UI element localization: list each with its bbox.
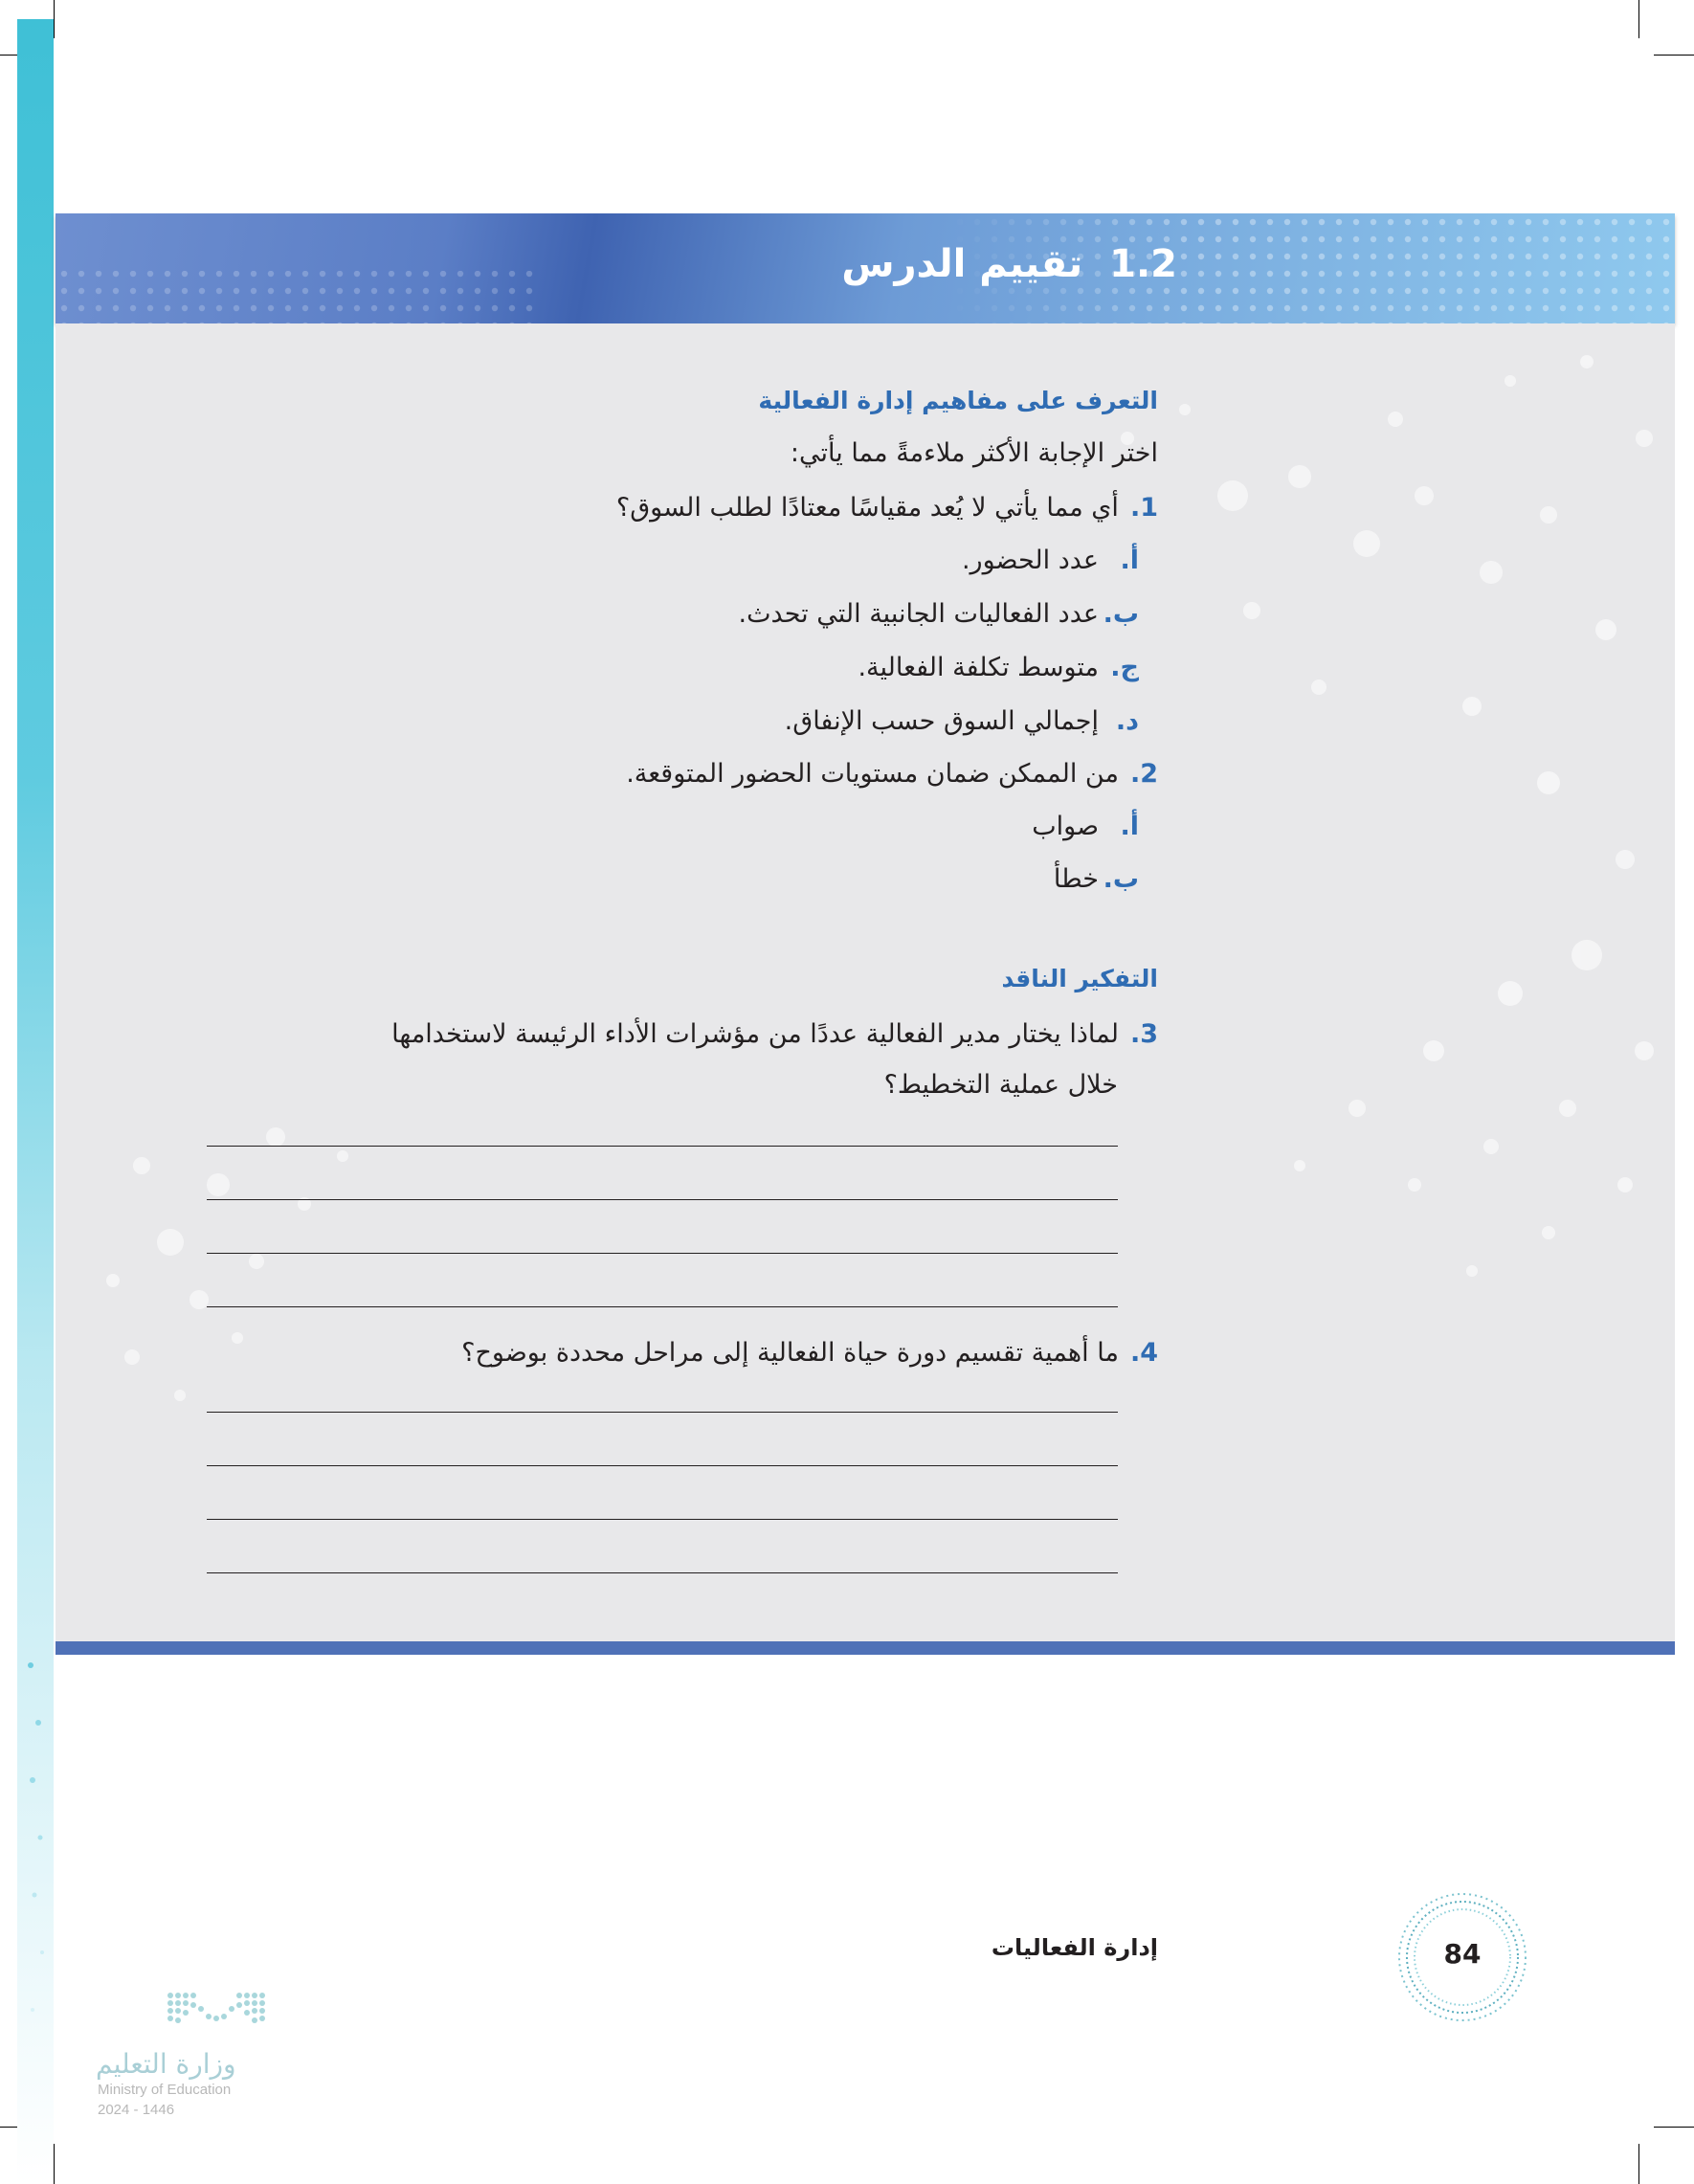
question-2 [626,759,1158,789]
option-text: إجمالي السوق حسب الإنفاق. [784,706,1099,736]
option-item[interactable] [858,653,1139,682]
answer-line[interactable] [207,1146,1118,1147]
question-number: 1. [1129,493,1158,523]
crop-mark [1654,2127,1694,2128]
question-text: من الممكن ضمان مستويات الحضور المتوقعة. [626,759,1119,789]
question-number: 3. [1129,1019,1158,1049]
option-item[interactable] [785,706,1139,736]
section-title-text: تقييم الدرس [841,242,1083,286]
answer-line[interactable] [207,1306,1118,1307]
instruction-text: اختر الإجابة الأكثر ملاءمةً مما يأتي: [790,438,1158,468]
ministry-name-arabic: وزارة التعليم [96,2048,236,2080]
crop-mark [1638,0,1639,38]
question-number: 2. [1129,759,1158,789]
section-heading-concepts: التعرف على مفاهيم إدارة الفعالية [758,387,1158,414]
answer-line[interactable] [207,1412,1118,1413]
option-item[interactable] [739,599,1139,629]
section-title [841,242,1177,286]
panel-bottom-bar [56,1641,1675,1655]
option-label: أ. [1120,812,1139,841]
section-number: 1.2 [1109,242,1177,286]
option-text: متوسط تكلفة الفعالية. [858,653,1099,682]
option-label: د. [1115,706,1139,736]
answer-line[interactable] [207,1199,1118,1200]
crop-mark [1638,2144,1639,2184]
option-text: صواب [1032,812,1099,841]
option-label: ب. [1103,599,1139,629]
page-number: 84 [1443,1938,1482,1970]
option-text: عدد الفعاليات الجانبية التي تحدث. [738,599,1099,629]
option-item[interactable] [1032,812,1139,841]
option-label: ب. [1103,864,1139,894]
crop-mark [1654,55,1694,56]
ministry-name-english: Ministry of Education [98,2082,232,2098]
side-dots-decoration [25,1627,54,2106]
answer-line[interactable] [207,1519,1118,1520]
question-4 [461,1338,1158,1368]
question-text: ما أهمية تقسيم دورة حياة الفعالية إلى مراحل محددة بوضوح؟ [461,1338,1119,1368]
question-text-line1: لماذا يختار مدير الفعالية عددًا من مؤشرات الأداء الرئيسة لاستخدامها [391,1019,1119,1049]
question-3-line2: خلال عملية التخطيط؟ [883,1070,1118,1100]
book-title: إدارة الفعاليات [991,1934,1158,1961]
ministry-year: 2024 - 1446 [98,2102,175,2118]
answer-line[interactable] [207,1465,1118,1466]
question-1 [616,493,1158,523]
option-item[interactable] [962,546,1139,575]
answer-line[interactable] [207,1253,1118,1254]
crop-mark [54,0,55,38]
option-text: عدد الحضور. [961,546,1099,575]
option-item[interactable] [1054,864,1139,894]
option-text: خطأ [1053,864,1099,894]
crop-mark [54,2144,55,2184]
question-number: 4. [1129,1338,1158,1368]
question-text: أي مما يأتي لا يُعد مقياسًا معتادًا لطلب السوق؟ [615,493,1119,523]
answer-line[interactable] [207,1572,1118,1573]
question-3 [391,1019,1158,1049]
section-heading-critical-thinking: التفكير الناقد [1001,965,1158,992]
option-label: ج. [1110,653,1139,682]
option-label: أ. [1120,546,1139,575]
